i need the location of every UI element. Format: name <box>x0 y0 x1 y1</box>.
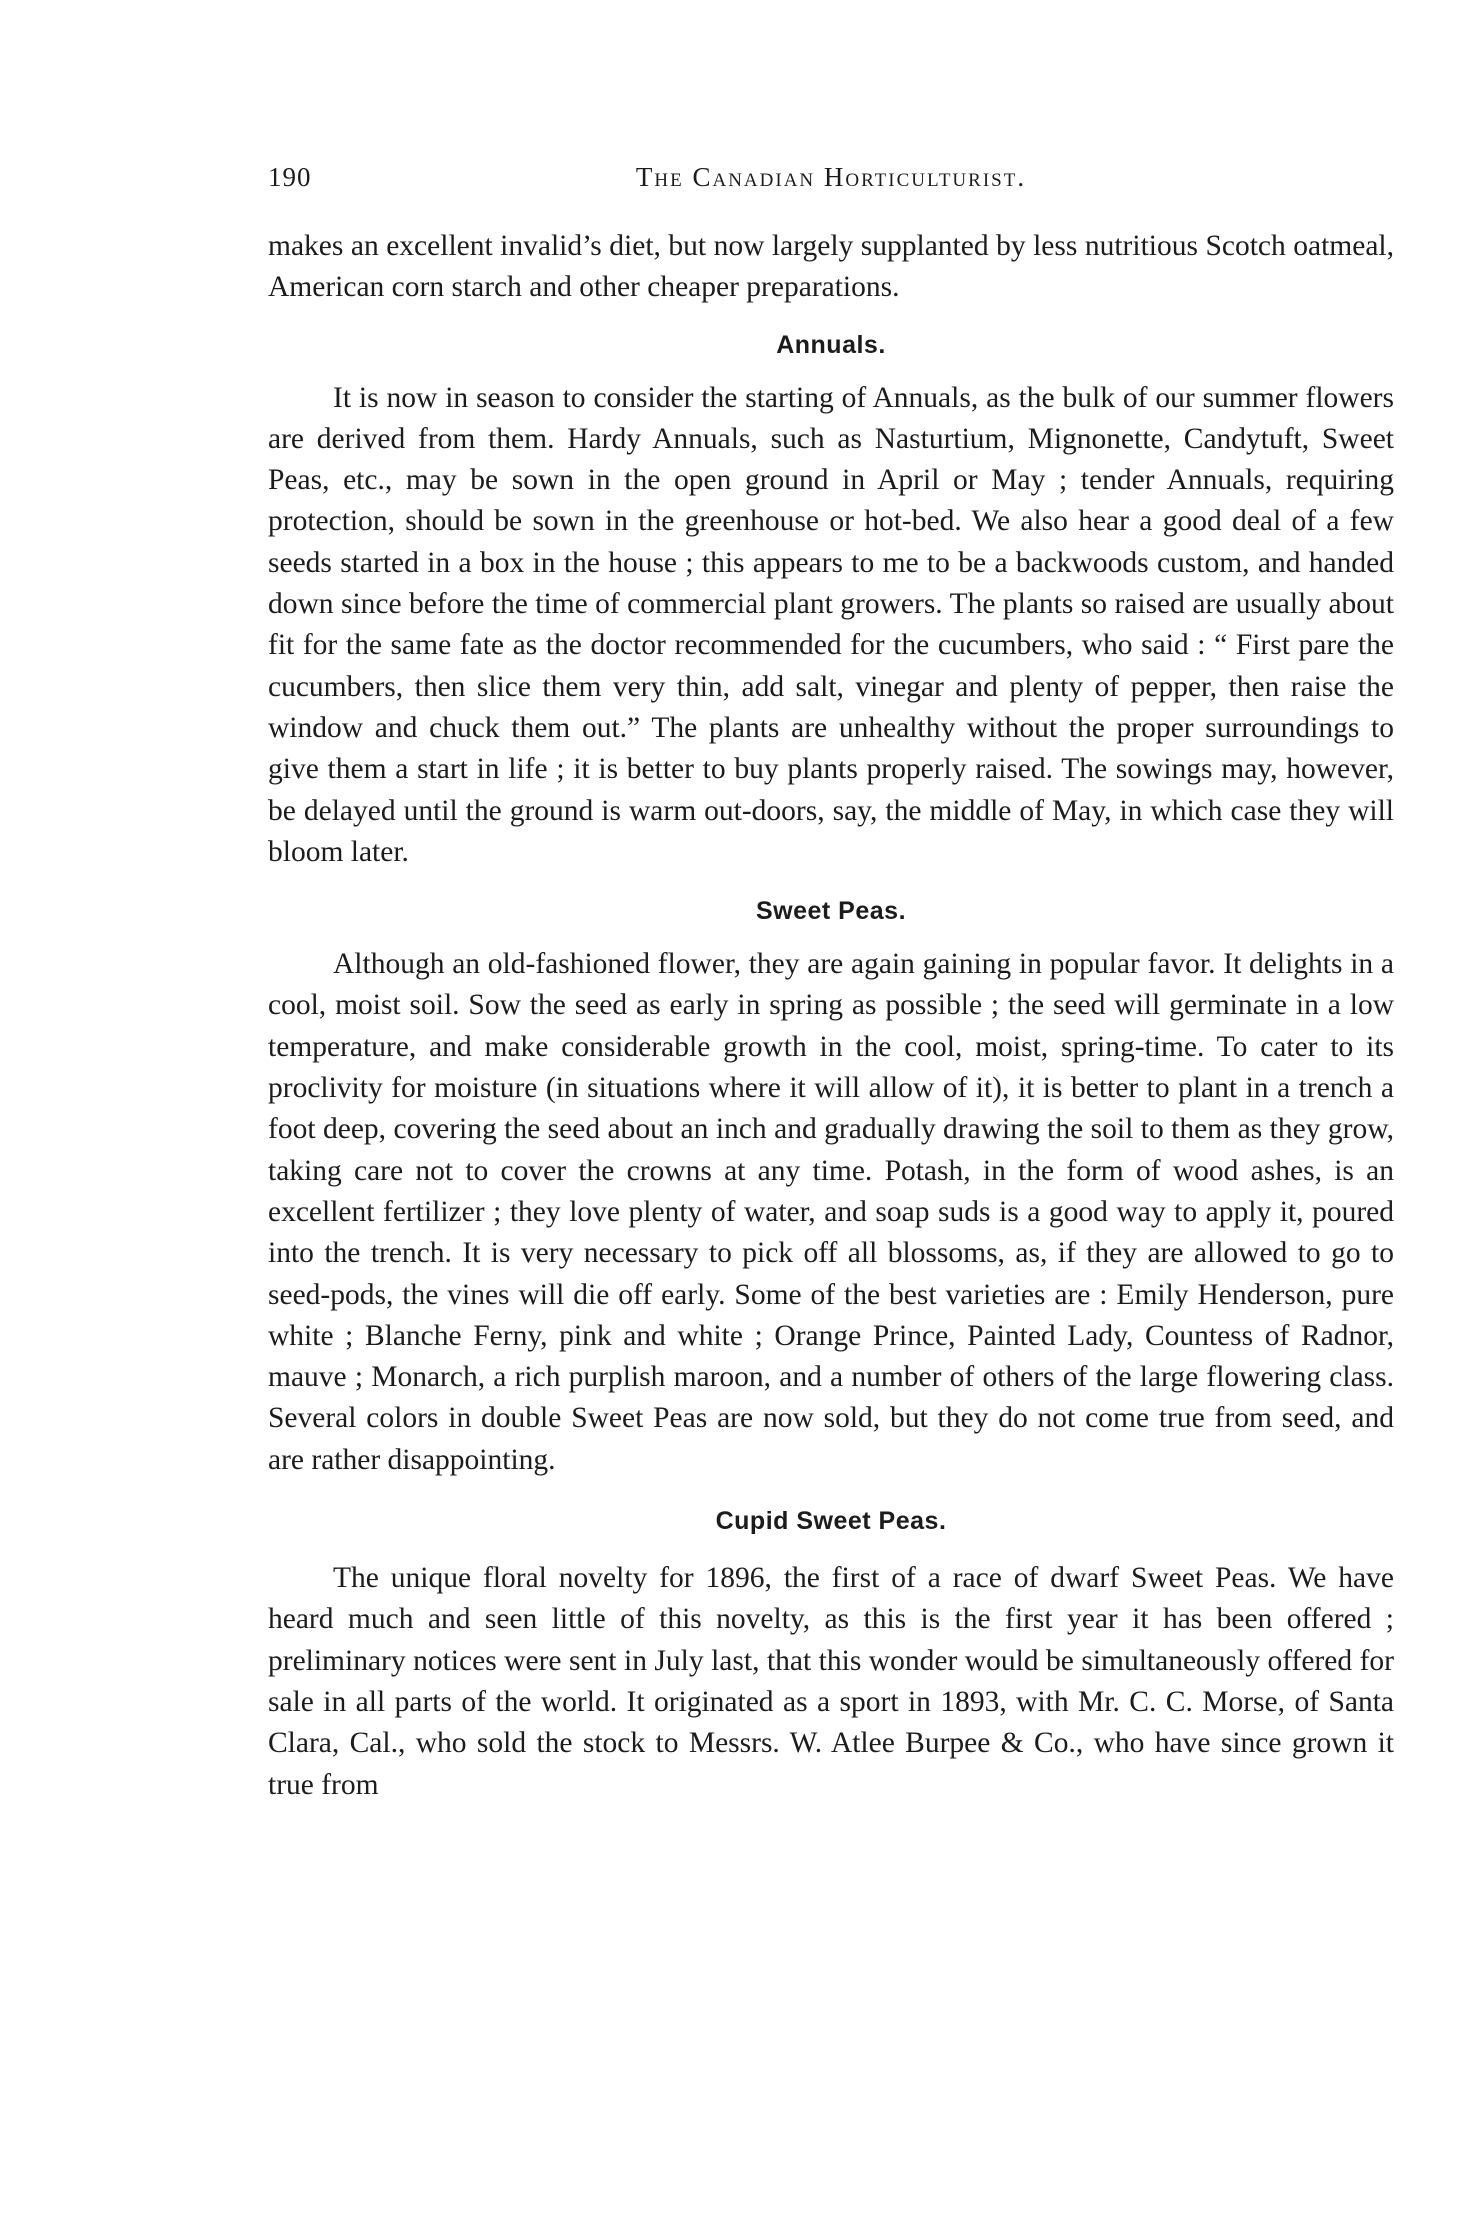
paragraph-cupid-sweet-peas: The unique floral novelty for 1896, the first of a race of dwarf Sweet Peas. We have heard much and seen little of this novelty, as this is the first year it has been offered ; preliminary notices were sent in July last, that this wonder would be simultaneously offered for sale in all parts of the world. It originated as a sport in 1893, with Mr. C. C. Morse, of Santa Clara, Cal., who sold the stock to Messrs. W. Atlee Burpee & Co., who have since grown it true from <box>268 1562 1394 1801</box>
journal-title: The Canadian Horticulturist. <box>635 162 1027 192</box>
section-heading-cupid-sweet-peas: Cupid Sweet Peas. <box>715 1507 947 1536</box>
paragraph-annuals: It is now in season to consider the starting of Annuals, as the bulk of our summer flowers are derived from them. Hardy Annuals, such as Nasturtium, Mignonette, Candytuft, Sweet Peas, etc., may be sown in the open ground in April or May ; tender Annuals, requiring protection, should be sown in the greenhouse or hot-bed. We also hear a good deal of a few seeds started in a box in the house ; this appears to me to be a backwoods custom, and handed down since before the time of commercial plant growers. The plants so raised are usually about fit for the same fate as the doctor recommended for the cucumbers, who said : “ First pare the cucumbers, then slice them very thin, add salt, vinegar and plenty of pepper, then raise the window and chuck them out.” The plants are unhealthy without the proper surroundings to give them a start in life ; it is better to buy plants properly raised. The sowings may, however, be delayed until the ground is warm out-doors, say, the middle of May, in which case they will bloom later. <box>268 381 1394 868</box>
continuation-paragraph: makes an excellent invalid’s diet, but now largely supplanted by less nutritious Scotch oatmeal, American corn starch and other cheaper preparations. <box>268 230 1394 304</box>
paragraph-sweet-peas: Although an old-fashioned flower, they are again gaining in popular favor. It delights in a cool, moist soil. Sow the seed as early in spring as possible ; the seed will germinate in a low temperature, and make considerable growth in the cool, moist, spring-time. To cater to its proclivity for moisture (in situations where it will allow of it), it is better to plant in a trench a foot deep, covering the seed about an inch and gradually drawing the soil to them as they grow, taking care not to cover the crowns at any time. Potash, in the form of wood ashes, is an excellent fertilizer ; they love plenty of water, and soap suds is a good way to apply it, poured into the trench. It is very necessary to pick off all blossoms, as, if they are allowed to go to seed-pods, the vines will die off early. Some of the best varieties are : Emily Henderson, pure white ; Blanche Ferny, pink and white ; Orange Prince, Painted Lady, Countess of Radnor, mauve ; Monarch, a rich purplish maroon, and a number of others of the large flowering class. Several colors in double Sweet Peas are now sold, but they do not come true from seed, and are rather disappointing. <box>268 948 1394 1476</box>
running-head <box>268 162 1394 202</box>
section-heading-sweet-peas: Sweet Peas. <box>755 897 907 926</box>
page-number: 190 <box>268 162 312 192</box>
body-text-column <box>268 226 1394 1806</box>
section-heading-annuals: Annuals. <box>776 330 886 359</box>
